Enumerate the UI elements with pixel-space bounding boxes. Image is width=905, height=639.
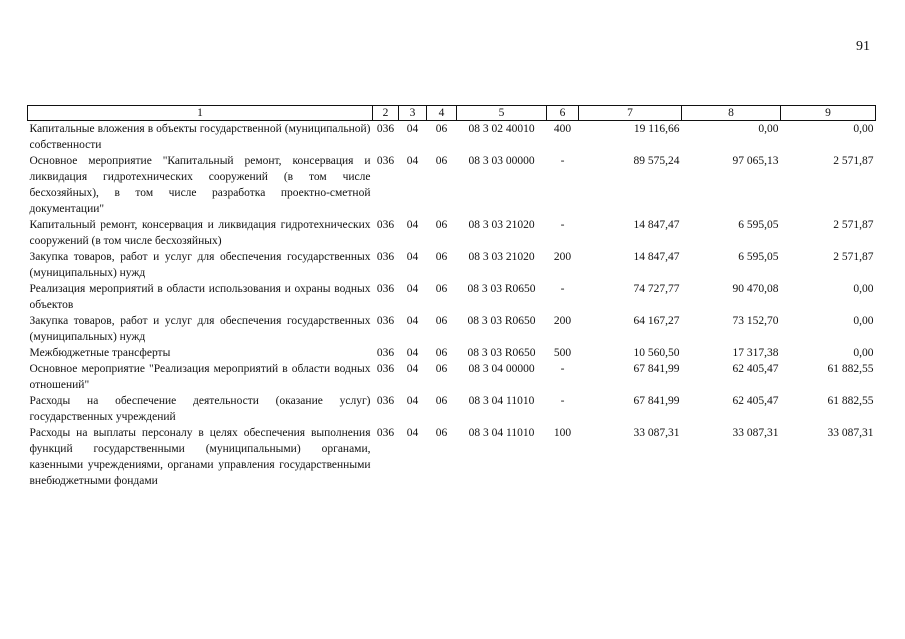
- subsection-code: 06: [435, 363, 448, 375]
- subsection-code: 06: [435, 315, 448, 327]
- admin-code: 036: [376, 219, 395, 231]
- expense-type: -: [560, 395, 565, 407]
- header-cell: 2: [373, 106, 399, 121]
- subsection-code: 06: [435, 347, 448, 359]
- expense-type: -: [560, 155, 565, 167]
- header-cell: 3: [399, 106, 427, 121]
- row-name: Межбюджетные трансферты: [29, 347, 171, 359]
- amount-col8: 17 317,38: [732, 347, 779, 359]
- subsection-code: 06: [435, 395, 448, 407]
- amount-col9: 33 087,31: [827, 427, 874, 439]
- header-row: [28, 106, 876, 121]
- expense-type: -: [560, 363, 565, 375]
- amount-col9: 61 882,55: [827, 395, 874, 407]
- amount-col7: 33 087,31: [633, 427, 680, 439]
- amount-col7: 10 560,50: [633, 347, 680, 359]
- target-article: 08 3 03 21020: [468, 219, 535, 231]
- section-code: 04: [406, 427, 419, 439]
- amount-col9: 2 571,87: [833, 155, 874, 167]
- amount-col7: 14 847,47: [633, 251, 680, 263]
- table-row: [28, 361, 876, 393]
- expense-type: 200: [553, 251, 572, 263]
- section-code: 04: [406, 395, 419, 407]
- header-cell: 9: [781, 106, 876, 121]
- table-row: [28, 313, 876, 345]
- amount-col7: 19 116,66: [633, 123, 680, 135]
- amount-col8: 6 595,05: [738, 251, 779, 263]
- table-row: [28, 121, 876, 154]
- section-code: 04: [406, 219, 419, 231]
- section-code: 04: [406, 315, 419, 327]
- header-cell: 7: [579, 106, 682, 121]
- section-code: 04: [406, 155, 419, 167]
- page-number: 91: [856, 39, 870, 54]
- target-article: 08 3 03 00000: [468, 155, 535, 167]
- amount-col8: 62 405,47: [732, 395, 779, 407]
- amount-col8: 6 595,05: [738, 219, 779, 231]
- section-code: 04: [406, 363, 419, 375]
- target-article: 08 3 03 R0650: [467, 283, 536, 295]
- subsection-code: 06: [435, 155, 448, 167]
- admin-code: 036: [376, 363, 395, 375]
- header-cell: 1: [28, 106, 373, 121]
- header-cell: 6: [547, 106, 579, 121]
- amount-col9: 0,00: [853, 347, 874, 359]
- subsection-code: 06: [435, 427, 448, 439]
- subsection-code: 06: [435, 251, 448, 263]
- target-article: 08 3 02 40010: [468, 123, 535, 135]
- table-row: [28, 249, 876, 281]
- admin-code: 036: [376, 251, 395, 263]
- amount-col9: 0,00: [853, 123, 874, 135]
- row-name: Закупка товаров, работ и услуг для обеспечения государственных (муниципальных) нужд: [29, 251, 371, 279]
- row-name: Расходы на обеспечение деятельности (оказание услуг) государственных учреждений: [29, 395, 371, 423]
- admin-code: 036: [376, 347, 395, 359]
- target-article: 08 3 03 R0650: [467, 315, 536, 327]
- expense-type: 500: [553, 347, 572, 359]
- amount-col7: 74 727,77: [633, 283, 680, 295]
- amount-col7: 64 167,27: [633, 315, 680, 327]
- admin-code: 036: [376, 395, 395, 407]
- amount-col7: 89 575,24: [633, 155, 680, 167]
- row-name: Реализация мероприятий в области использования и охраны водных объектов: [29, 283, 371, 311]
- amount-col7: 14 847,47: [633, 219, 680, 231]
- target-article: 08 3 03 21020: [468, 251, 535, 263]
- target-article: 08 3 03 R0650: [467, 347, 536, 359]
- budget-table: [27, 105, 876, 489]
- row-name: Капитальные вложения в объекты государственной (муниципальной) собственности: [29, 123, 371, 151]
- amount-col9: 61 882,55: [827, 363, 874, 375]
- section-code: 04: [406, 283, 419, 295]
- row-name: Основное мероприятие "Капитальный ремонт, консервация и ликвидация гидротехнических сооружений (в том числе бесхозяйных), в том числе разработка проектно-сметной документации": [29, 155, 371, 215]
- amount-col9: 0,00: [853, 315, 874, 327]
- expense-type: -: [560, 219, 565, 231]
- amount-col7: 67 841,99: [633, 395, 680, 407]
- header-cell: 4: [427, 106, 457, 121]
- admin-code: 036: [376, 283, 395, 295]
- row-name: Расходы на выплаты персоналу в целях обеспечения выполнения функций государственными (муниципальными) органами, казенными учреждениями, органами управления государственными внебюджетными фондами: [29, 427, 371, 487]
- amount-col8: 73 152,70: [732, 315, 779, 327]
- amount-col7: 67 841,99: [633, 363, 680, 375]
- amount-col8: 0,00: [758, 123, 779, 135]
- admin-code: 036: [376, 123, 395, 135]
- row-name: Закупка товаров, работ и услуг для обеспечения государственных (муниципальных) нужд: [29, 315, 371, 343]
- amount-col8: 90 470,08: [732, 283, 779, 295]
- table-row: [28, 153, 876, 217]
- table-row: [28, 393, 876, 425]
- admin-code: 036: [376, 427, 395, 439]
- row-name: Основное мероприятие "Реализация мероприятий в области водных отношений": [29, 363, 371, 391]
- subsection-code: 06: [435, 283, 448, 295]
- row-name: Капитальный ремонт, консервация и ликвидация гидротехнических сооружений (в том числе бесхозяйных): [29, 219, 371, 247]
- admin-code: 036: [376, 155, 395, 167]
- amount-col8: 62 405,47: [732, 363, 779, 375]
- expense-type: 100: [553, 427, 572, 439]
- target-article: 08 3 04 11010: [468, 427, 535, 439]
- admin-code: 036: [376, 315, 395, 327]
- header-cell: 8: [682, 106, 781, 121]
- target-article: 08 3 04 11010: [468, 395, 535, 407]
- table-row: [28, 217, 876, 249]
- target-article: 08 3 04 00000: [468, 363, 535, 375]
- amount-col9: 0,00: [853, 283, 874, 295]
- section-code: 04: [406, 347, 419, 359]
- amount-col8: 97 065,13: [732, 155, 779, 167]
- expense-type: 200: [553, 315, 572, 327]
- table-row: [28, 345, 876, 361]
- expense-type: 400: [553, 123, 572, 135]
- table-row: [28, 425, 876, 489]
- subsection-code: 06: [435, 219, 448, 231]
- amount-col8: 33 087,31: [732, 427, 779, 439]
- table-row: [28, 281, 876, 313]
- header-cell: 5: [457, 106, 547, 121]
- amount-col9: 2 571,87: [833, 219, 874, 231]
- subsection-code: 06: [435, 123, 448, 135]
- section-code: 04: [406, 123, 419, 135]
- section-code: 04: [406, 251, 419, 263]
- expense-type: -: [560, 283, 565, 295]
- amount-col9: 2 571,87: [833, 251, 874, 263]
